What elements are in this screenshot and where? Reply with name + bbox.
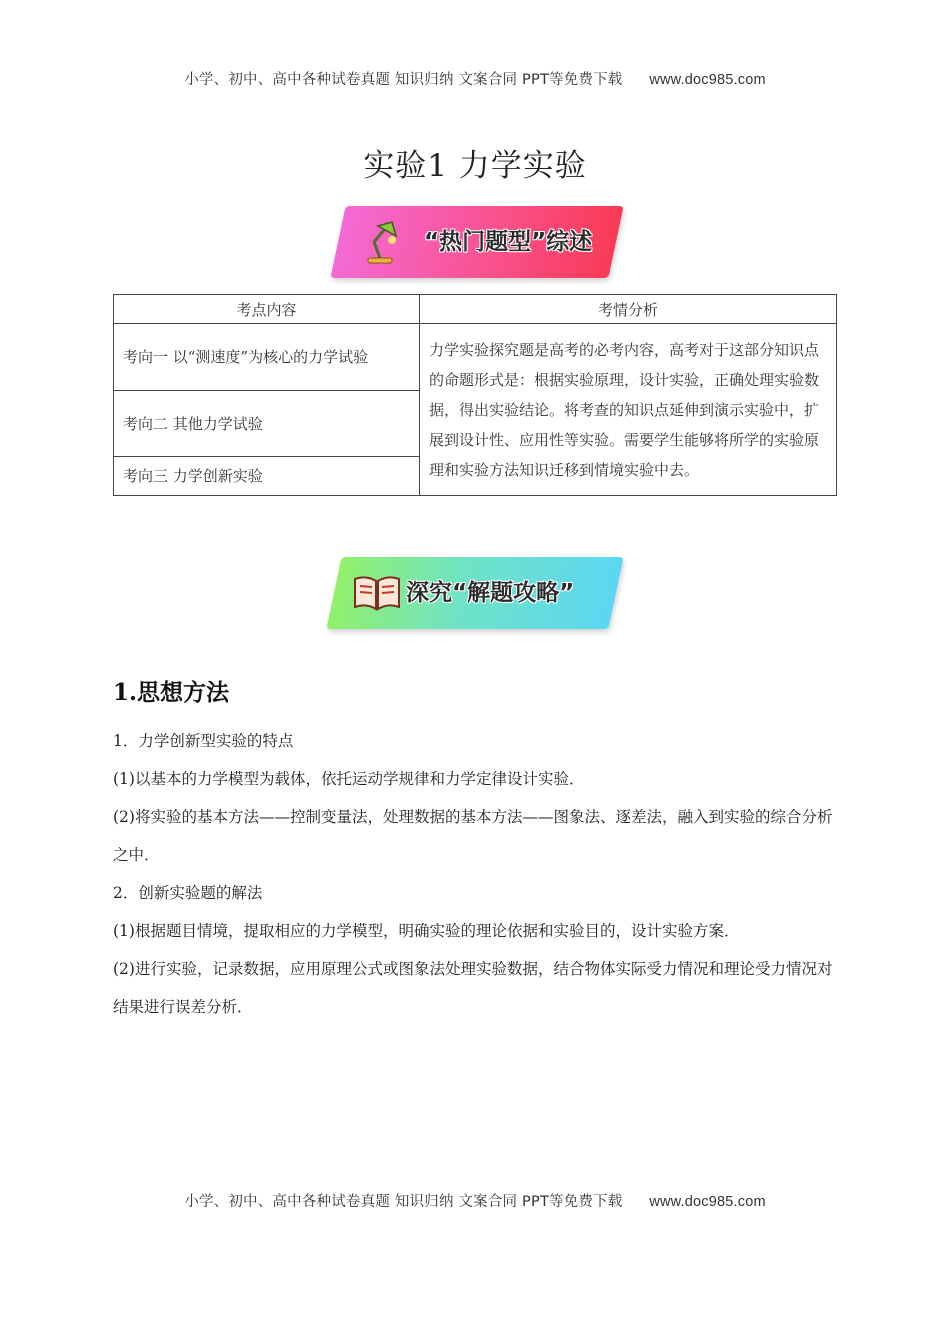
page-header xyxy=(0,68,950,89)
body-line: (1)以基本的力学模型为载体，依托运动学规律和力学定律设计实验． xyxy=(113,770,585,788)
topic-cell: 考向一 以“测速度”为核心的力学试验 xyxy=(114,324,420,391)
topic-cell: 考向三 力学创新实验 xyxy=(114,457,420,496)
banner-label: 深究“解题攻略” xyxy=(406,580,575,606)
header-url[interactable]: www.doc985.com xyxy=(649,72,766,88)
page-title: 实验1 力学实验 xyxy=(363,148,587,184)
body-line: 2．创新实验题的解法 xyxy=(113,884,263,902)
table-header-row xyxy=(114,295,837,324)
open-book-icon xyxy=(352,573,402,617)
section-heading: 1.思想方法 xyxy=(113,679,230,706)
table-row xyxy=(114,324,837,391)
desk-lamp-icon xyxy=(358,218,408,272)
exam-points-table xyxy=(113,294,837,496)
body-line: 1．力学创新型实验的特点 xyxy=(113,732,294,750)
footer-text: 小学、初中、高中各种试卷真题 知识归纳 文案合同 PPT等免费下载 xyxy=(184,1194,623,1210)
banner-label: “热门题型”综述 xyxy=(424,229,593,255)
table-header-cell: 考情分析 xyxy=(420,295,837,324)
page-footer xyxy=(0,1190,950,1211)
body-line: (1)根据题目情境，提取相应的力学模型，明确实验的理论依据和实验目的，设计实验方案． xyxy=(113,922,740,940)
analysis-cell: 力学实验探究题是高考的必考内容，高考对于这部分知识点的命题形式是：根据实验原理，设计实验，正确处理实验数据，得出实验结论。将考查的知识点延伸到演示实验中，扩展到设计性、应用性等实验。需要学生能够将所学的实验原理和实验方法知识迁移到情境实验中去。 xyxy=(420,324,837,496)
section-body xyxy=(113,722,837,1026)
footer-url[interactable]: www.doc985.com xyxy=(649,1194,766,1210)
body-line: (2)进行实验，记录数据，应用原理公式或图象法处理实验数据，结合物体实际受力情况和理论受力情况对结果进行误差分析． xyxy=(113,960,833,1016)
hot-topics-banner xyxy=(338,206,616,278)
topic-cell: 考向二 其他力学试验 xyxy=(114,391,420,457)
body-line: (2)将实验的基本方法——控制变量法，处理数据的基本方法——图象法、逐差法，融入到实验的综合分析之中． xyxy=(113,808,833,864)
solution-strategy-banner xyxy=(334,557,616,629)
table-header-cell: 考点内容 xyxy=(114,295,420,324)
header-text: 小学、初中、高中各种试卷真题 知识归纳 文案合同 PPT等免费下载 xyxy=(184,72,623,88)
